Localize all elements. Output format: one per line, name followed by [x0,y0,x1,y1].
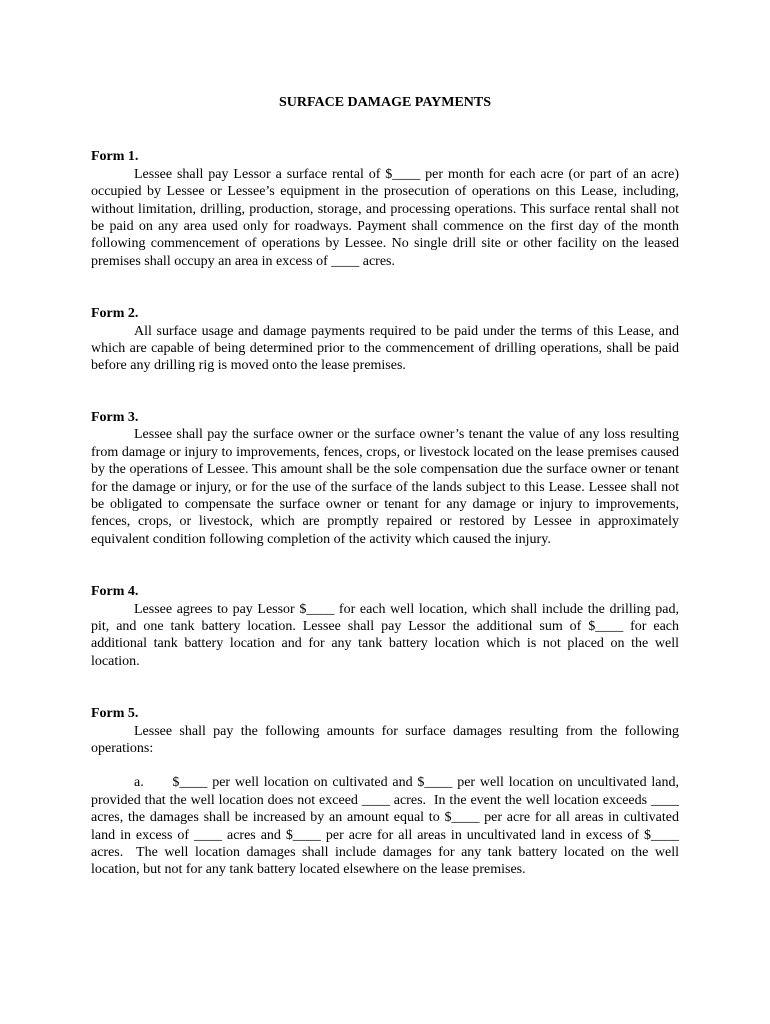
form-3-heading: Form 3. [91,409,139,425]
form-4-text: Lessee agrees to pay Lessor $____ for each well location, which shall include the drilling pad, pit, and one tank battery location. Lessee shall pay Lessor the additional sum of $____ for each additional tank battery location and for any tank battery location which is not placed on the well location. [91,601,679,669]
section-spacer [91,548,679,583]
document-title: SURFACE DAMAGE PAYMENTS [278,95,492,110]
form-2-section [91,305,679,375]
form-5-section [91,705,683,879]
form-5-text: Lessee shall pay the following amounts for surface damages resulting from the following operations: [91,723,679,756]
form-2-text: All surface usage and damage payments required to be paid under the terms of this Lease, and which are capable of being determined prior to the commencement of drilling operations, shall be paid before any drilling rig is moved onto the lease premises. [91,323,679,374]
form-4-heading: Form 4. [91,584,139,600]
form-3-section [91,409,679,548]
section-spacer [91,670,679,705]
section-spacer [91,270,679,305]
form-5-heading: Form 5. [91,706,139,722]
form-1-heading: Form 1. [91,149,139,165]
form-3-text: Lessee shall pay the surface owner or the surface owner’s tenant the value of any loss resulting from damage or injury to improvements, fences, crops, or livestock located on the lease premises caused by the operations of Lessee. This amount shall be the sole compensation due the surface owner or tenant for the damage or injury, or for the use of the surface of the lands subject to this Lease. Lessee shall not be obligated to compensate the surface owner or tenant for any damage or injury to improvements, fences, crops, or livestock, which are promptly repaired or restored by Lessee in approximately equivalent condition following completion of the activity which caused the injury. [91,427,679,547]
form-2-heading: Form 2. [91,306,139,322]
document-page [91,94,683,879]
form-4-section [91,583,679,670]
form-5-subitem-a: a. $____ per well location on cultivated and $____ per well location on uncultivated land, provided that the well location does not exceed ____ acres. In the event the well location exceeds ____ acres, the damages shall be increased by an amount equal to $____ per acre for all areas in cultivated land in excess of ____ acres and $____ per acre for all areas in uncultivated land in excess of $____ acres. The well location damages shall include damages for any tank battery located on the well location, but not for any tank battery located elsewhere on the lease premises. [91,775,683,878]
form-1-section [91,148,679,270]
form-1-text: Lessee shall pay Lessor a surface rental of $____ per month for each acre (or part of an acre) occupied by Lessee or Lessee’s equipment in the prosecution of operations on this Lease, including, without limitation, drilling, production, storage, and processing operations. This surface rental shall not be paid on any area used only for roadways. Payment shall commence on the first day of the month following commencement of operations by Lessee. No single drill site or other facility on the leased premises shall occupy an area in excess of ____ acres. [91,166,679,269]
section-spacer [91,375,679,409]
